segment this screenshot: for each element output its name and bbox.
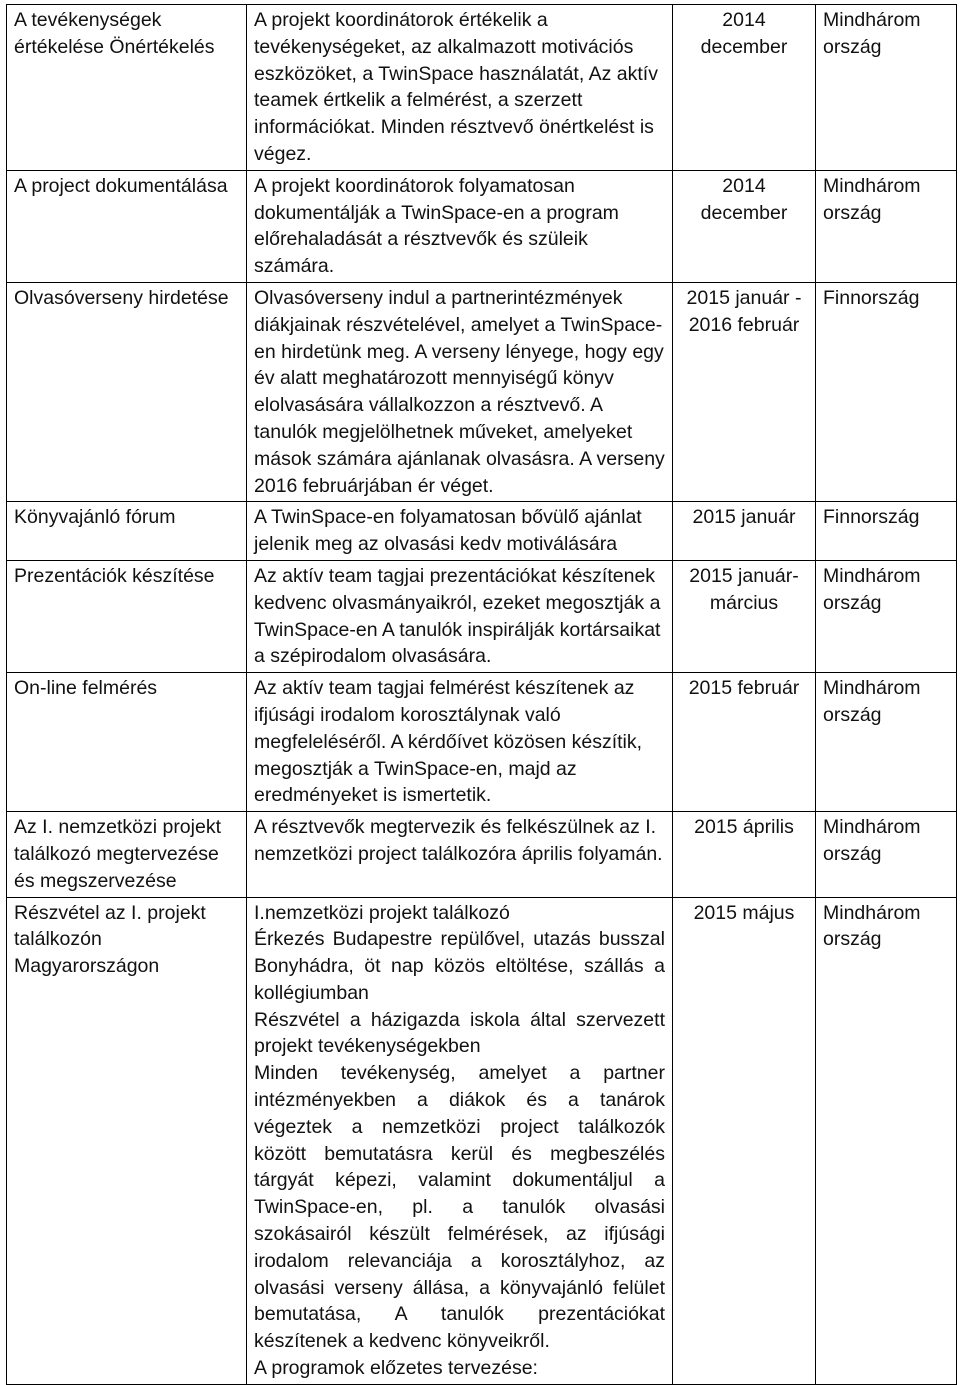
table-row — [7, 673, 957, 812]
activity-cell: Olvasóverseny hirdetése — [7, 282, 247, 501]
country-cell: Mindhárom ország — [816, 170, 957, 282]
activity-cell: A tevékenységek értékelése Önértékelés — [7, 5, 247, 171]
country-cell: Finnország — [816, 502, 957, 561]
description-cell: A projekt koordinátorok folyamatosan dokumentálják a TwinSpace-en a program előrehaladását a résztvevők és szüleik számára. — [247, 170, 673, 282]
date-cell: 2015 február — [673, 673, 816, 812]
country-cell: Mindhárom ország — [816, 897, 957, 1384]
activity-cell: Prezentációk készítése — [7, 560, 247, 672]
country-cell: Finnország — [816, 282, 957, 501]
date-cell: 2015 május — [673, 897, 816, 1384]
description-cell: Az aktív team tagjai prezentációkat készítenek kedvenc olvasmányaikról, ezeket megosztják a TwinSpace-en A tanulók inspirálják kortársaikat a szépirodalom olvasására. — [247, 560, 673, 672]
country-cell: Mindhárom ország — [816, 560, 957, 672]
country-cell: Mindhárom ország — [816, 812, 957, 897]
table-row — [7, 5, 957, 171]
activity-cell: Részvétel az I. projekt találkozón Magyarországon — [7, 897, 247, 1384]
description-cell: Olvasóverseny indul a partnerintézmények diákjainak részvételével, amelyet a TwinSpace-en hirdetünk meg. A verseny lényege, hogy egy év alatt meghatározott mennyiségű könyv elolvasására vállalkozzon a résztvevő. A tanulók megjelölhetnek műveket, amelyeket mások számára ajánlanak olvasásra. A verseny 2016 februárjában ér véget. — [247, 282, 673, 501]
description-cell — [247, 897, 673, 1384]
activity-cell: Könyvajánló fórum — [7, 502, 247, 561]
description-cell: Az aktív team tagjai felmérést készítenek az ifjúsági irodalom korosztálynak való megfeleléséről. A kérdőívet közösen készítik, megosztják a TwinSpace-en, majd az eredményeket is ismertetik. — [247, 673, 673, 812]
country-cell: Mindhárom ország — [816, 5, 957, 171]
date-cell: 2015 január - 2016 február — [673, 282, 816, 501]
description-cell: A résztvevők megtervezik és felkészülnek az I. nemzetközi project találkozóra április folyamán. — [247, 812, 673, 897]
country-cell: Mindhárom ország — [816, 673, 957, 812]
activity-cell: Az I. nemzetközi projekt találkozó megtervezése és megszervezése — [7, 812, 247, 897]
description-cell: A projekt koordinátorok értékelik a tevékenységeket, az alkalmazott motivációs eszközöket, a TwinSpace használatát, Az aktív teamek értkelik a felmérést, a szerzett információkat. Minden résztvevő önértkelést is végez. — [247, 5, 673, 171]
table-row — [7, 502, 957, 561]
table-row — [7, 897, 957, 1384]
date-cell: 2015 január — [673, 502, 816, 561]
date-cell: 2015 április — [673, 812, 816, 897]
date-cell: 2014 december — [673, 5, 816, 171]
activity-table — [6, 4, 957, 1385]
table-row — [7, 560, 957, 672]
date-cell: 2014 december — [673, 170, 816, 282]
table-row — [7, 282, 957, 501]
date-cell: 2015 január- március — [673, 560, 816, 672]
description-paragraph: I.nemzetközi projekt találkozó — [254, 901, 510, 924]
activity-cell: On-line felmérés — [7, 673, 247, 812]
description-paragraph: A programok előzetes tervezése: — [254, 1357, 538, 1380]
description-paragraph: Részvétel a házigazda iskola által szervezett projekt tevékenységekben — [254, 1008, 665, 1058]
table-row — [7, 170, 957, 282]
description-paragraph: Érkezés Budapestre repülővel, utazás busszal Bonyhádra, öt nap közös eltöltése, szállás a kollégiumban — [254, 928, 665, 1004]
description-cell: A TwinSpace-en folyamatosan bővülő ajánlat jelenik meg az olvasási kedv motiválására — [247, 502, 673, 561]
table-row — [7, 812, 957, 897]
description-paragraph: Minden tevékenység, amelyet a partner intézményekben a diákok és a tanárok végeztek a nemzetközi project találkozók között bemutatásra kerül és megbeszélés tárgyát képezi, valamint dokumentáljul a TwinSpace-en, pl. a tanulók olvasási szokásairól készült felmérések, az ifjúsági irodalom relevanciája a korosztályhoz, az olvasási verseny állása, a könyvajánló felület bemutatása, A tanulók prezentációkat készítenek a kedvenc könyveikről. — [254, 1062, 665, 1353]
activity-cell: A project dokumentálása — [7, 170, 247, 282]
